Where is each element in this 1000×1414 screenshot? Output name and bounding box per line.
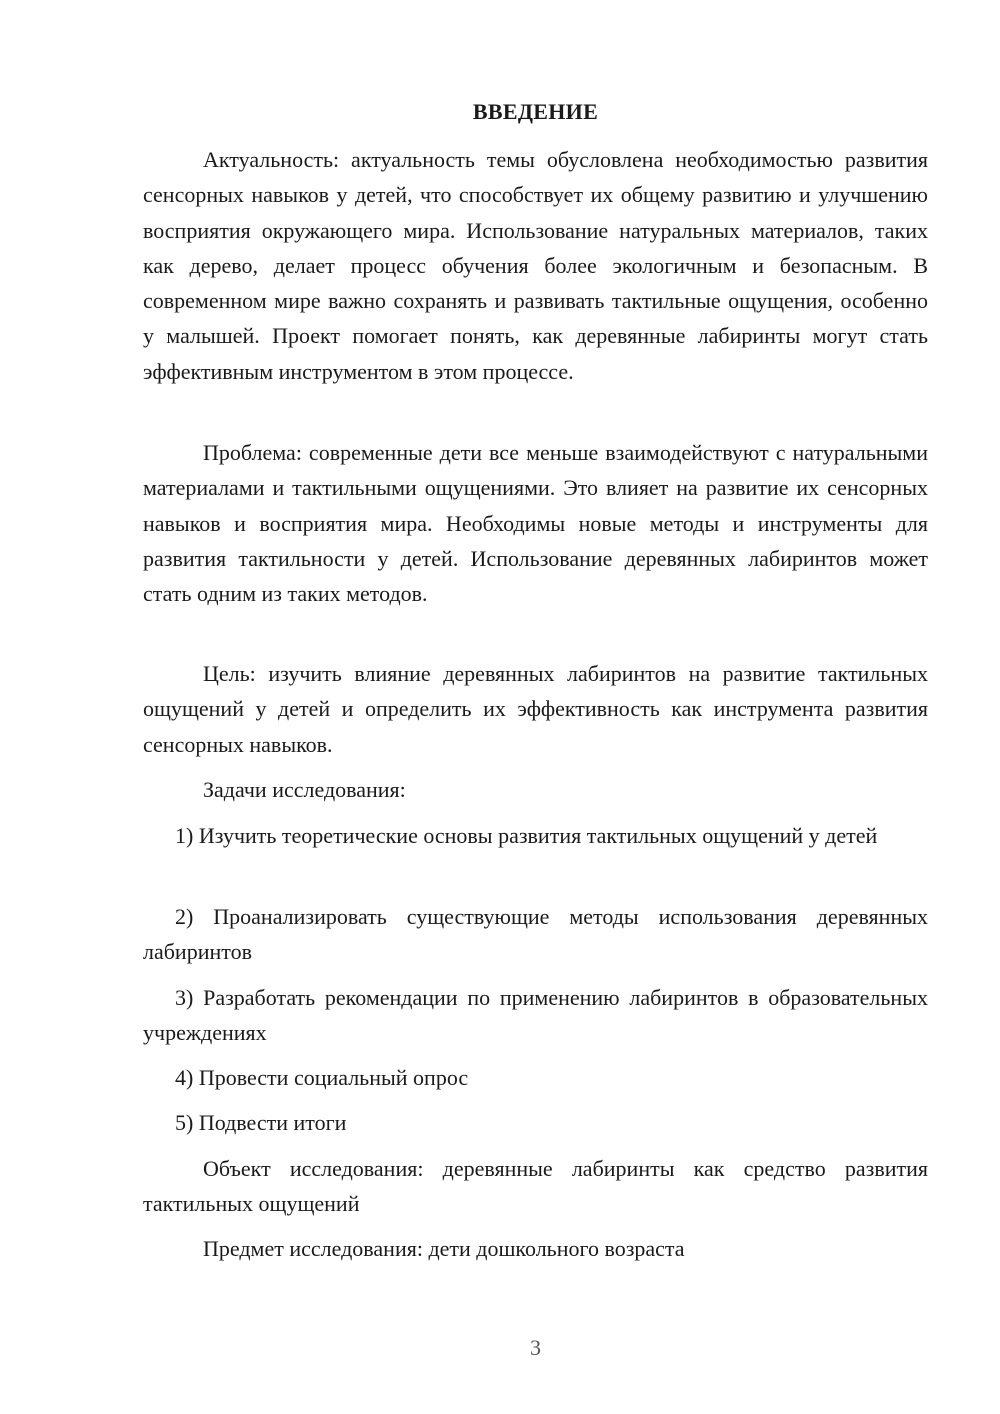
tasks-heading: Задачи исследования: — [203, 777, 406, 802]
paragraph-goal: Цель: изучить влияние деревянных лабиринтов на развитие тактильных ощущений у детей и определить их эффективность как инструмента развития сенсорных навыков. — [143, 661, 928, 757]
document-page — [143, 0, 928, 1414]
page-number: 3 — [530, 1335, 541, 1360]
paragraph-problem: Проблема: современные дети все меньше взаимодействуют с натуральными материалами и тактильными ощущениями. Это влияет на развитие их сенсорных навыков и восприятия мира. Необходимы новые методы и инструменты для развития тактильности у детей. Использование деревянных лабиринтов может стать одним из таких методов. — [143, 440, 928, 607]
paragraph-subject: Предмет исследования: дети дошкольного возраста — [203, 1236, 685, 1261]
paragraph-actuality: Актуальность: актуальность темы обусловлена необходимостью развития сенсорных навыков у детей, что способствует их общему развитию и улучшению восприятия окружающего мира. Использование натуральных материалов, таких как дерево, делает процесс обучения более экологичным и безопасным. В современном мире важно сохранять и развивать тактильные ощущения, особенно у малышей. Проект помогает понять, как деревянные лабиринты могут стать эффективным инструментом в этом процессе. — [143, 147, 928, 384]
list-item: 4) Провести социальный опрос — [175, 1065, 469, 1090]
paragraph-object: Объект исследования: деревянные лабиринты как средство развития тактильных ощущений — [143, 1156, 928, 1217]
list-item: 2) Проанализировать существующие методы использования деревянных лабиринтов — [143, 904, 928, 965]
list-item: 1) Изучить теоретические основы развития тактильных ощущений у детей — [175, 823, 878, 848]
list-item: 3) Разработать рекомендации по применению лабиринтов в образовательных учреждениях — [143, 985, 928, 1046]
list-item: 5) Подвести итоги — [175, 1110, 347, 1135]
page-title: ВВЕДЕНИЕ — [472, 99, 599, 124]
